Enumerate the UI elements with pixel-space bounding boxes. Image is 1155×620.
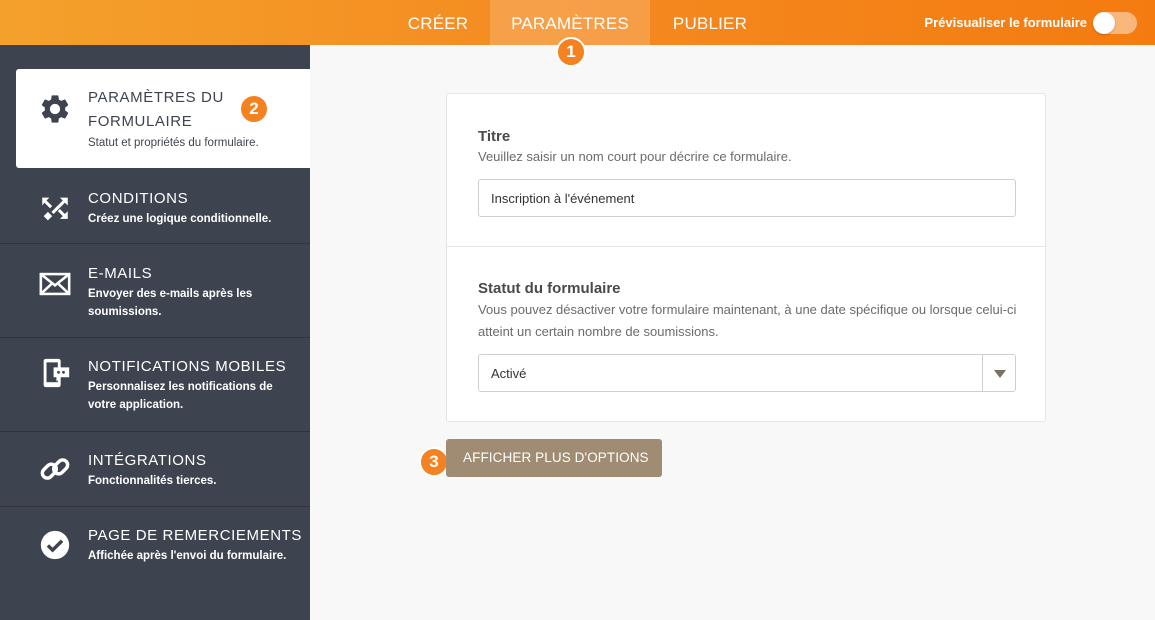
tab-creer[interactable]: CRÉER — [407, 14, 469, 33]
conditions-icon — [38, 192, 72, 226]
sidebar-item-title: PARAMÈTRES DU — [88, 89, 224, 106]
mobile-notification-icon — [38, 356, 72, 390]
gear-icon — [38, 92, 72, 126]
sidebar-item-desc: Affichée après l'envoi du formulaire. — [88, 550, 287, 562]
status-select[interactable] — [478, 354, 1016, 392]
sidebar-item-integrations[interactable] — [0, 432, 310, 507]
checkmark-icon — [38, 528, 72, 562]
sidebar-item-title: NOTIFICATIONS MOBILES — [88, 358, 287, 375]
show-more-options-button[interactable]: AFFICHER PLUS D'OPTIONS — [446, 439, 662, 477]
title-field-help: Veuillez saisir un nom court pour décrire ce formulaire. — [478, 149, 792, 164]
step-badge: 1 — [556, 37, 586, 67]
preview-toggle[interactable] — [1093, 12, 1137, 34]
envelope-icon — [38, 267, 72, 301]
sidebar-item-desc: Statut et propriétés du formulaire. — [88, 137, 259, 149]
sidebar-item-desc: Fonctionnalités tierces. — [88, 475, 217, 487]
status-select-value: Activé — [491, 366, 527, 381]
sidebar-item-title: PAGE DE REMERCIEMENTS — [88, 527, 303, 544]
preview-form-label: Prévisualiser le formulaire — [924, 15, 1087, 30]
sidebar-item-desc: Créez une logique conditionnelle. — [88, 213, 272, 225]
toggle-knob — [1093, 12, 1115, 34]
sidebar-item-mobile-notifications[interactable] — [0, 338, 310, 432]
form-settings-card — [446, 93, 1046, 422]
sidebar-item-emails[interactable] — [0, 244, 310, 338]
sidebar-item-desc-line2: votre application. — [88, 399, 184, 411]
tab-publier[interactable]: PUBLIER — [672, 14, 748, 33]
divider — [447, 246, 1045, 247]
sidebar-item-title-line2: FORMULAIRE — [88, 113, 193, 130]
sidebar — [0, 45, 310, 620]
dropdown-arrow-box — [982, 355, 1015, 391]
tab-parametres[interactable]: PARAMÈTRES — [490, 0, 650, 45]
sidebar-item-conditions[interactable] — [0, 182, 310, 244]
sidebar-item-thank-you-page[interactable] — [0, 507, 310, 587]
title-input[interactable] — [478, 179, 1016, 217]
sidebar-item-title: INTÉGRATIONS — [88, 452, 207, 469]
sidebar-item-desc-line2: soumissions. — [88, 306, 162, 318]
step-badge: 2 — [239, 94, 269, 124]
chevron-down-icon — [994, 370, 1006, 378]
status-field-label: Statut du formulaire — [478, 280, 621, 297]
sidebar-item-form-settings[interactable] — [16, 69, 310, 168]
step-badge: 3 — [419, 447, 449, 477]
sidebar-item-title: E-MAILS — [88, 265, 153, 282]
sidebar-item-desc: Personnalisez les notifications de — [88, 381, 273, 393]
title-field-label: Titre — [478, 128, 511, 145]
sidebar-item-title: CONDITIONS — [88, 190, 189, 207]
link-icon — [38, 452, 72, 486]
sidebar-item-desc: Envoyer des e-mails après les — [88, 288, 253, 300]
status-field-help: Vous pouvez désactiver votre formulaire maintenant, à une date spécifique ou lorsque celui-ci atteint un certain nombre de soumissions. — [478, 302, 1017, 339]
